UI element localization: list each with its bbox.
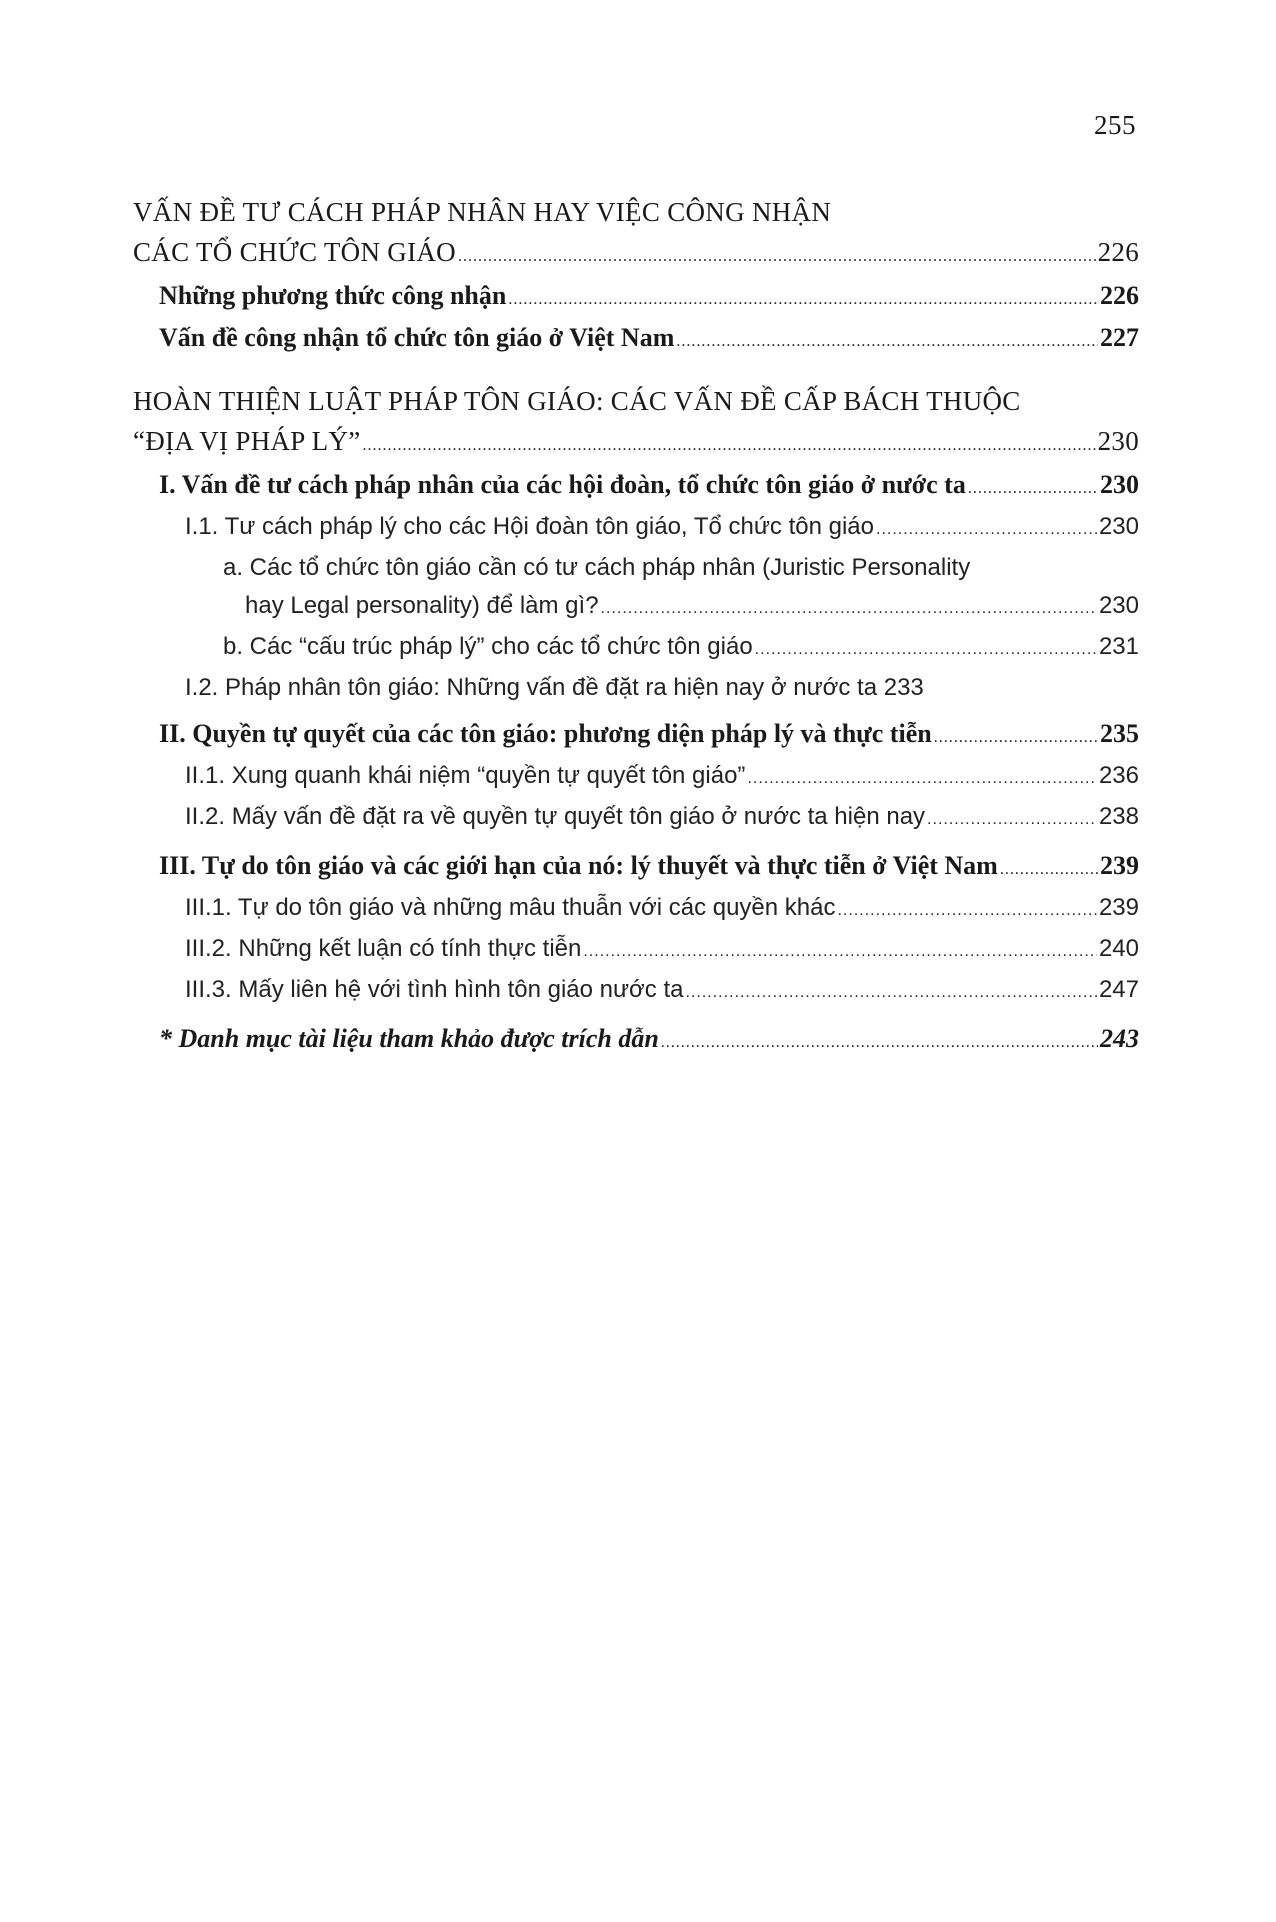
toc-entry-label: b. Các “cấu trúc pháp lý” cho các tổ chức tôn giáo — [223, 633, 753, 660]
dot-leader — [1000, 847, 1098, 889]
toc-entry[interactable] — [133, 757, 1139, 798]
toc-entry[interactable] — [133, 421, 1139, 466]
toc-entry-label: CÁC TỔ CHỨC TÔN GIÁO — [133, 237, 456, 267]
dot-leader — [927, 798, 1097, 839]
section-title: HOÀN THIỆN LUẬT PHÁP TÔN GIÁO: CÁC VẤN ĐỀ CẤP BÁCH THUỘC — [133, 386, 1021, 416]
toc-entry-page: 231 — [1098, 633, 1139, 660]
toc-entry-page: 239 — [1100, 851, 1139, 880]
toc-entry-label: II. Quyền tự quyết của các tôn giáo: phương diện pháp lý và thực tiễn — [159, 719, 932, 748]
toc-entry[interactable] — [133, 466, 1139, 508]
dot-leader — [661, 1020, 1098, 1062]
toc-entry-label: III.3. Mấy liên hệ với tình hình tôn giáo nước ta — [185, 976, 684, 1003]
toc-entry-page: 230 — [1098, 592, 1139, 619]
dot-leader — [583, 930, 1097, 971]
toc-entry-label: I.1. Tư cách pháp lý cho các Hội đoàn tôn giáo, Tổ chức tôn giáo — [185, 513, 874, 540]
toc-entry-page: 226 — [1097, 237, 1139, 267]
toc-entry[interactable] — [133, 232, 1139, 277]
toc-entry-page: 235 — [1100, 719, 1139, 748]
toc-entry[interactable] — [133, 1020, 1139, 1062]
toc-entry-label: “ĐỊA VỊ PHÁP LÝ” — [133, 426, 361, 456]
dot-leader — [876, 508, 1097, 549]
toc-entry-label: hay Legal personality) để làm gì? — [245, 592, 599, 619]
dot-leader — [837, 889, 1096, 930]
page-number: 255 — [1094, 110, 1136, 140]
toc-entry-label: Vấn đề công nhận tổ chức tôn giáo ở Việt Nam — [159, 323, 675, 352]
toc-entry-label: * Danh mục tài liệu tham khảo được trích dẫn — [159, 1024, 659, 1053]
toc-entry-page: 230 — [1100, 470, 1139, 499]
toc-entry-label: Những phương thức công nhận — [159, 281, 507, 310]
toc-entry-page: 243 — [1100, 1024, 1139, 1053]
toc-entry[interactable] — [133, 508, 1139, 549]
toc-entry-page: 238 — [1098, 803, 1139, 830]
toc-entry[interactable] — [133, 715, 1139, 757]
toc-entry-label: II.1. Xung quanh khái niệm “quyền tự quyết tôn giáo” — [185, 762, 746, 789]
toc-entry[interactable] — [133, 319, 1139, 361]
toc-entry-page: 239 — [1098, 894, 1139, 921]
toc-entry-page: 236 — [1098, 762, 1139, 789]
dot-leader — [601, 587, 1097, 628]
toc-entry-label: II.2. Mấy vấn đề đặt ra về quyền tự quyết tôn giáo ở nước ta hiện nay — [185, 803, 926, 830]
toc-entry[interactable] — [133, 587, 1139, 628]
dot-leader — [755, 628, 1097, 669]
toc-entry-label: I. Vấn đề tư cách pháp nhân của các hội đoàn, tổ chức tôn giáo ở nước ta — [159, 470, 966, 499]
dot-leader — [508, 277, 1098, 319]
toc-entry[interactable] — [133, 277, 1139, 319]
toc-entry[interactable] — [133, 798, 1139, 839]
dot-leader — [747, 757, 1097, 798]
dot-leader — [458, 232, 1096, 277]
toc-entry-page: 230 — [1098, 513, 1139, 540]
toc-entry-page: 240 — [1098, 935, 1139, 962]
toc-entry-label: III.1. Tự do tôn giáo và những mâu thuẫn với các quyền khác — [185, 894, 836, 921]
table-of-contents — [133, 192, 1139, 1062]
toc-entry-page: 226 — [1100, 281, 1139, 310]
toc-entry[interactable] — [133, 971, 1139, 1012]
section-title: VẤN ĐỀ TƯ CÁCH PHÁP NHÂN HAY VIỆC CÔNG NHẬN — [133, 197, 832, 227]
toc-entry[interactable] — [133, 930, 1139, 971]
toc-entry-page: 230 — [1097, 426, 1139, 456]
toc-entry-label: a. Các tổ chức tôn giáo cần có tư cách pháp nhân (Juristic Personality — [223, 554, 971, 581]
toc-entry-label: III. Tự do tôn giáo và các giới hạn của nó: lý thuyết và thực tiễn ở Việt Nam — [159, 851, 998, 880]
toc-entry[interactable]: I.2. Pháp nhân tôn giáo: Những vấn đề đặt ra hiện nay ở nước ta 233 — [185, 674, 924, 701]
dot-leader — [363, 421, 1096, 466]
toc-entry-page: 227 — [1100, 323, 1139, 352]
dot-leader — [685, 971, 1096, 1012]
toc-entry-label: III.2. Những kết luận có tính thực tiễn — [185, 935, 582, 962]
dot-leader — [676, 319, 1098, 361]
toc-entry-page: 247 — [1098, 976, 1139, 1003]
toc-entry[interactable] — [133, 847, 1139, 889]
dot-leader — [968, 466, 1098, 508]
toc-entry[interactable] — [133, 628, 1139, 669]
toc-entry[interactable] — [133, 889, 1139, 930]
dot-leader — [934, 715, 1098, 757]
